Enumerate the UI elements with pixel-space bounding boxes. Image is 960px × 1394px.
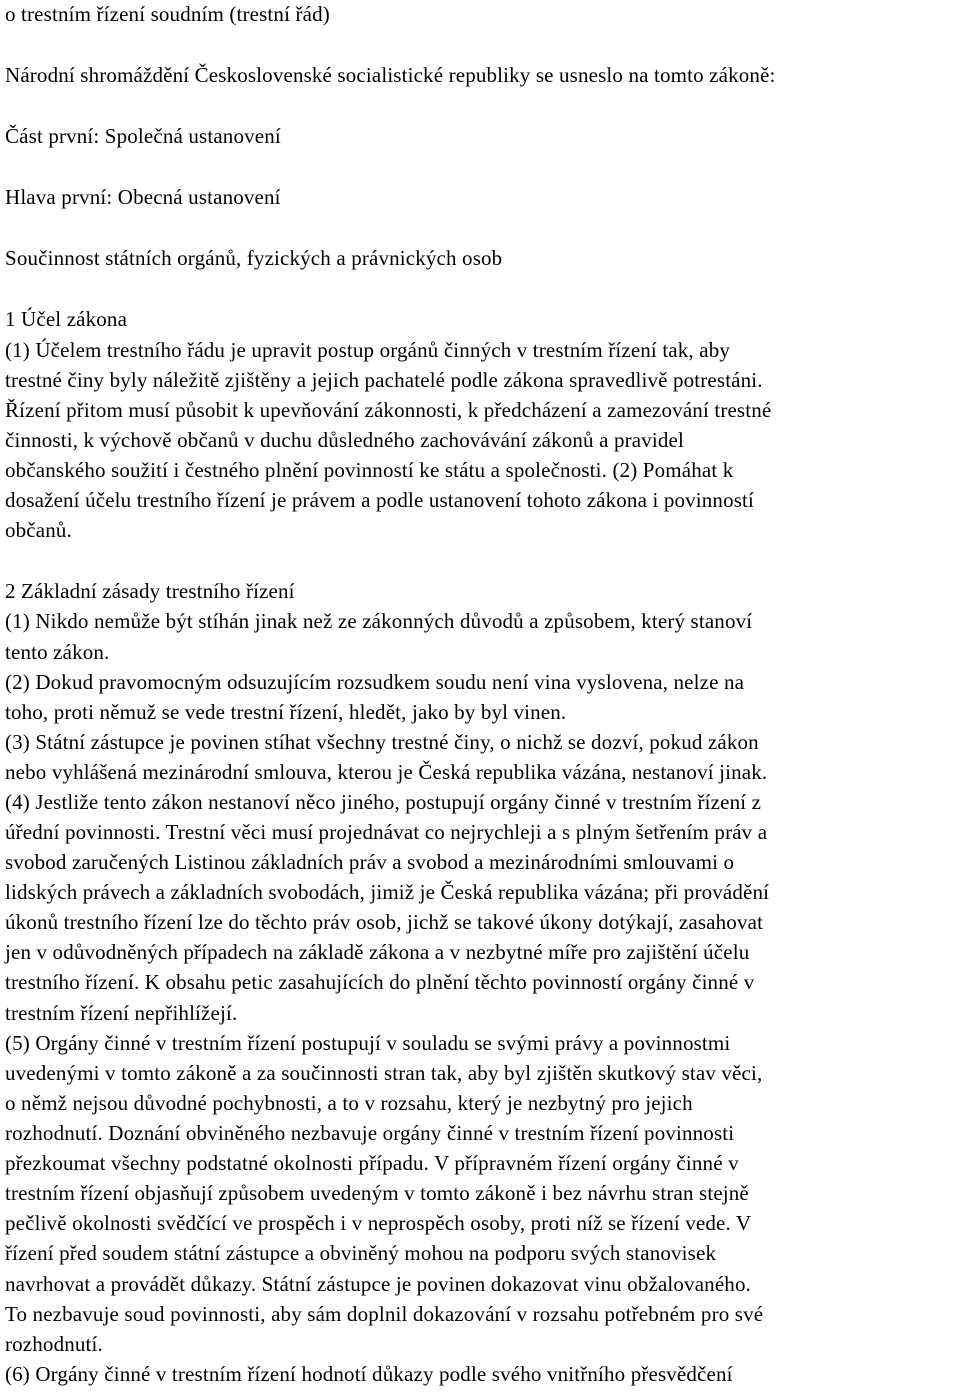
paragraph-2-line: navrhovat a provádět důkazy. Státní zástupce je povinen dokazovat vinu obžalovaného. (5, 1272, 751, 1296)
document-title: o trestním řízení soudním (trestní řád) (5, 2, 330, 26)
chapter-heading: Hlava první: Obecná ustanovení (5, 185, 281, 209)
paragraph-2-line: toho, proti němuž se vede trestní řízení, hledět, jako by byl vinen. (5, 700, 567, 724)
paragraph-2-line: úkonů trestního řízení lze do těchto práv osob, jichž se takové úkony dotýkají, zasahovat (5, 910, 764, 934)
paragraph-1-line: trestné činy byly náležitě zjištěny a jejich pachatelé podle zákona spravedlivě potrestáni. (5, 368, 763, 392)
paragraph-2-line: To nezbavuje soud povinnosti, aby sám doplnil dokazování v rozsahu potřebném pro své (5, 1302, 764, 1326)
paragraph-2-line: jen v odůvodněných případech na základě zákona a v nezbytné míře pro zajištění účelu (5, 940, 750, 964)
paragraph-2-line: uvedenými v tomto zákoně a za součinnosti stran tak, aby byl zjištěn skutkový stav věci, (5, 1061, 763, 1085)
paragraph-2-heading: 2 Základní zásady trestního řízení (5, 579, 295, 603)
paragraph-2-line: svobod zaručených Listinou základních práv a svobod a mezinárodními smlouvami o (5, 850, 735, 874)
paragraph-2-line: trestního řízení. K obsahu petic zasahujících do plnění těchto povinností orgány činné v (5, 970, 755, 994)
paragraph-1-line: Řízení přitom musí působit k upevňování zákonnosti, k předcházení a zamezování trestné (5, 398, 772, 422)
paragraph-2-line: (6) Orgány činné v trestním řízení hodnotí důkazy podle svého vnitřního přesvědčení (5, 1362, 733, 1386)
paragraph-2-line: (4) Jestliže tento zákon nestanoví něco jiného, postupují orgány činné v trestním řízení z (5, 790, 762, 814)
paragraph-2-line: pečlivě okolnosti svědčící ve prospěch i v neprospěch osoby, proti níž se řízení vede. V (5, 1211, 752, 1235)
paragraph-2-line: tento zákon. (5, 640, 110, 664)
paragraph-2-line: rozhodnutí. Doznání obviněného nezbavuje orgány činné v trestním řízení povinnosti (5, 1121, 735, 1145)
paragraph-2-line: úřední povinnosti. Trestní věci musí projednávat co nejrychleji a s plným šetřením práv a (5, 820, 768, 844)
paragraph-2-line: (5) Orgány činné v trestním řízení postupují v souladu se svými právy a povinnostmi (5, 1031, 731, 1055)
paragraph-2-line: rozhodnutí. (5, 1332, 103, 1356)
paragraph-2-line: (1) Nikdo nemůže být stíhán jinak než ze zákonných důvodů a způsobem, který stanoví (5, 609, 753, 633)
part-heading: Část první: Společná ustanovení (5, 124, 281, 148)
paragraph-1-line: dosažení účelu trestního řízení je právem a podle ustanovení tohoto zákona i povinností (5, 488, 755, 512)
paragraph-2-line: nebo vyhlášená mezinárodní smlouva, kterou je Česká republika vázána, nestanoví jinak. (5, 760, 768, 784)
paragraph-2-line: trestním řízení nepřihlížejí. (5, 1001, 238, 1025)
paragraph-1-heading: 1 Účel zákona (5, 307, 128, 331)
paragraph-2-line: trestním řízení objasňují způsobem uvedeným v tomto zákoně i bez návrhu stran stejně (5, 1181, 749, 1205)
paragraph-1-line: občanů. (5, 518, 72, 542)
paragraph-1-line: činnosti, k výchově občanů v duchu důsledného zachovávání zákonů a pravidel (5, 428, 684, 452)
paragraph-2-line: řízení před soudem státní zástupce a obviněný mohou na podporu svých stanovisek (5, 1241, 717, 1265)
paragraph-1-line: (1) Účelem trestního řádu je upravit postup orgánů činných v trestním řízení tak, aby (5, 338, 730, 362)
section-heading: Součinnost státních orgánů, fyzických a právnických osob (5, 246, 503, 270)
paragraph-2-line: lidských právech a základních svobodách, jimiž je Česká republika vázána; při provádění (5, 880, 770, 904)
preamble: Národní shromáždění Československé socialistické republiky se usneslo na tomto zákoně: (5, 63, 776, 87)
paragraph-1-line: občanského soužití i čestného plnění povinností ke státu a společnosti. (2) Pomáhat k (5, 458, 734, 482)
paragraph-2-line: o němž nejsou důvodné pochybnosti, a to v rozsahu, který je nezbytný pro jejich (5, 1091, 693, 1115)
paragraph-2-line: (2) Dokud pravomocným odsuzujícím rozsudkem soudu není vina vyslovena, nelze na (5, 670, 745, 694)
paragraph-2-line: (3) Státní zástupce je povinen stíhat všechny trestné činy, o nichž se dozví, pokud zákon (5, 730, 759, 754)
paragraph-2-line: přezkoumat všechny podstatné okolnosti případu. V přípravném řízení orgány činné v (5, 1151, 739, 1175)
